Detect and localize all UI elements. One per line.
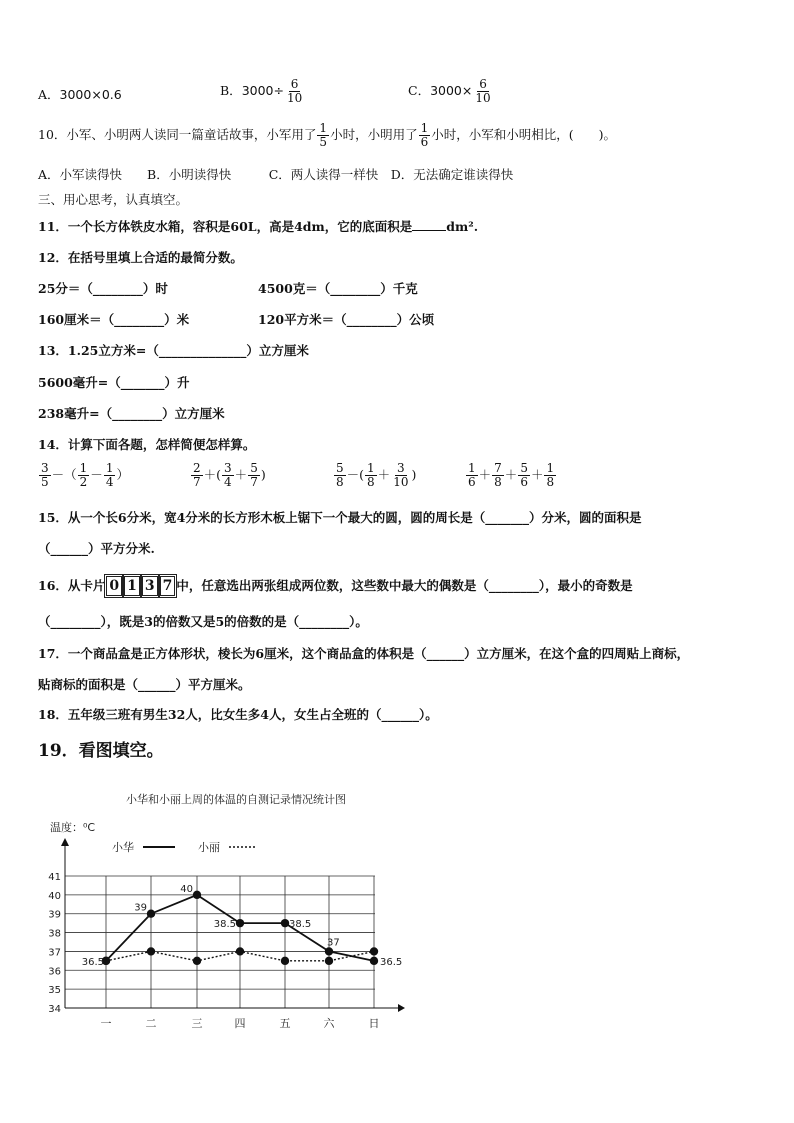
q12-b[interactable]: 4500克＝（________）千克 — [258, 281, 418, 296]
chart-axes — [48, 838, 405, 1030]
q13-c[interactable]: 238毫升=（________）立方厘米 — [38, 406, 225, 421]
data-point — [147, 910, 155, 918]
q11-blank[interactable] — [412, 218, 446, 231]
data-point — [236, 947, 244, 955]
data-point — [236, 919, 244, 927]
y-tick-label: 34 — [48, 1004, 61, 1015]
q17-line1[interactable]: 17．一个商品盒是正方体形状，棱长为6厘米，这个商品盒的体积是（______）立方厘米，在这个盒的四周贴上商标， — [38, 646, 690, 661]
section-3-heading: 三、用心思考，认真填空。 — [38, 192, 189, 207]
y-tick-label: 35 — [48, 985, 61, 997]
data-label: 38.5 — [213, 919, 236, 931]
digit-card: 3 — [142, 576, 158, 596]
data-point — [193, 957, 201, 965]
q13-b[interactable]: 5600毫升=（_______）升 — [38, 375, 190, 390]
temperature-line-chart — [0, 780, 420, 1040]
q14-expr-1: $\frac{3}{5}$ －（ $\frac{1}{2}$ － $\frac{1}{4}$ ） — [41, 461, 129, 489]
q19-title: 19．看图填空。 — [38, 741, 164, 761]
x-tick-label: 五 — [279, 1017, 291, 1030]
q9-opt-c[interactable]: C．3000× $\frac{6}{10}$ — [408, 77, 491, 105]
y-tick-label: 39 — [48, 909, 61, 921]
q14-expr-4: $\frac{1}{6}$ ＋ $\frac{7}{8}$ ＋ $\frac{5}{6}$ ＋ $\frac{1}{8}$ — [468, 461, 555, 489]
q12-d[interactable]: 120平方米＝（________）公顷 — [258, 312, 435, 327]
y-axis-arrow — [61, 838, 69, 846]
data-label: 38.5 — [289, 919, 312, 931]
q13-a[interactable]: 13．1.25立方米=（______________）立方厘米 — [38, 343, 309, 358]
chart-legend — [112, 840, 256, 854]
legend-dotted-label: 小丽 — [198, 841, 220, 854]
x-tick-label: 六 — [323, 1017, 335, 1030]
chart-title: 小华和小丽上周的体温的自测记录情况统计图 — [126, 793, 346, 806]
y-tick-label: 38 — [48, 928, 61, 940]
q17-line2[interactable]: 贴商标的面积是（______）平方厘米。 — [38, 677, 251, 692]
q12-title: 12．在括号里填上合适的最简分数。 — [38, 250, 243, 265]
q14-expr-3: $\frac{5}{8}$ －( $\frac{1}{8}$ ＋ $\frac{3}{10}$ ) — [336, 461, 417, 489]
x-axis-arrow — [398, 1004, 405, 1012]
q15-line2[interactable]: （______）平方分米. — [38, 541, 155, 556]
data-label: 36.5 — [380, 956, 403, 968]
x-tick-label: 四 — [234, 1017, 246, 1030]
q9-options — [38, 86, 122, 104]
q11: 11．一个长方体铁皮水箱，容积是60L，高是4dm，它的底面积是 dm². — [38, 219, 479, 234]
x-tick-label: 一 — [100, 1017, 112, 1030]
y-tick-label: 41 — [48, 872, 61, 883]
digit-card: 1 — [124, 576, 140, 596]
data-point — [370, 957, 378, 965]
q14-title: 14．计算下面各题，怎样简便怎样算。 — [38, 437, 256, 452]
q18[interactable]: 18．五年级三班有男生32人，比女生多4人，女生占全班的（______）。 — [38, 707, 438, 722]
data-point — [147, 947, 155, 955]
q16-cards — [105, 578, 176, 593]
q9-opt-a[interactable]: A．3000×0.6 — [38, 87, 122, 102]
q15-line1[interactable]: 15．从一个长6分米，宽4分米的长方形木板上锯下一个最大的圆，圆的周长是（_______）分米，圆的面积是 — [38, 510, 642, 525]
digit-card: 7 — [160, 576, 176, 596]
x-tick-label: 日 — [368, 1017, 380, 1030]
data-label: 40 — [180, 883, 193, 895]
q10-stem: 10．小军、小明两人读同一篇童话故事，小军用了 $\frac{1}{5}$ 小时，小明用了 $\frac{1}{6}$ 小时，小军和小明相比，( )。 — [38, 121, 616, 149]
x-tick-label: 二 — [145, 1017, 157, 1030]
q12-c[interactable]: 160厘米＝（________）米 — [38, 312, 190, 327]
data-label: 37 — [327, 937, 340, 949]
data-label: 36.5 — [81, 956, 104, 968]
y-tick-label: 36 — [48, 966, 61, 978]
data-point — [325, 947, 333, 955]
digit-card: 0 — [106, 576, 122, 596]
q16-line2[interactable]: （________），既是3的倍数又是5的倍数的是（________）。 — [38, 614, 368, 629]
chart-ylabel: 温度：⁰C — [50, 821, 96, 834]
y-tick-label: 37 — [48, 947, 61, 959]
data-point — [325, 957, 333, 965]
q14-expr-2: $\frac{2}{7}$ ＋( $\frac{3}{4}$ ＋ $\frac{5}{7}$ ) — [193, 461, 266, 489]
x-tick-label: 三 — [191, 1017, 203, 1030]
q9-opt-b[interactable]: B．3000÷ $\frac{6}{10}$ — [220, 77, 303, 105]
q10-options[interactable]: A．小军读得快 B．小明读得快 C．两人读得一样快 D．无法确定谁读得快 — [38, 167, 514, 182]
y-tick-label: 40 — [48, 890, 61, 902]
data-point — [281, 919, 289, 927]
q16-line1: 16．从卡片 0 1 3 7 中，任意选出两张组成两位数，这些数中最大的偶数是（________），最小的奇数是 — [38, 578, 633, 594]
data-point — [370, 947, 378, 955]
q12-a[interactable]: 25分＝（________）时 — [38, 281, 168, 296]
data-point — [281, 957, 289, 965]
data-point — [193, 891, 201, 899]
legend-solid-label: 小华 — [112, 841, 134, 854]
data-label: 39 — [134, 902, 147, 914]
